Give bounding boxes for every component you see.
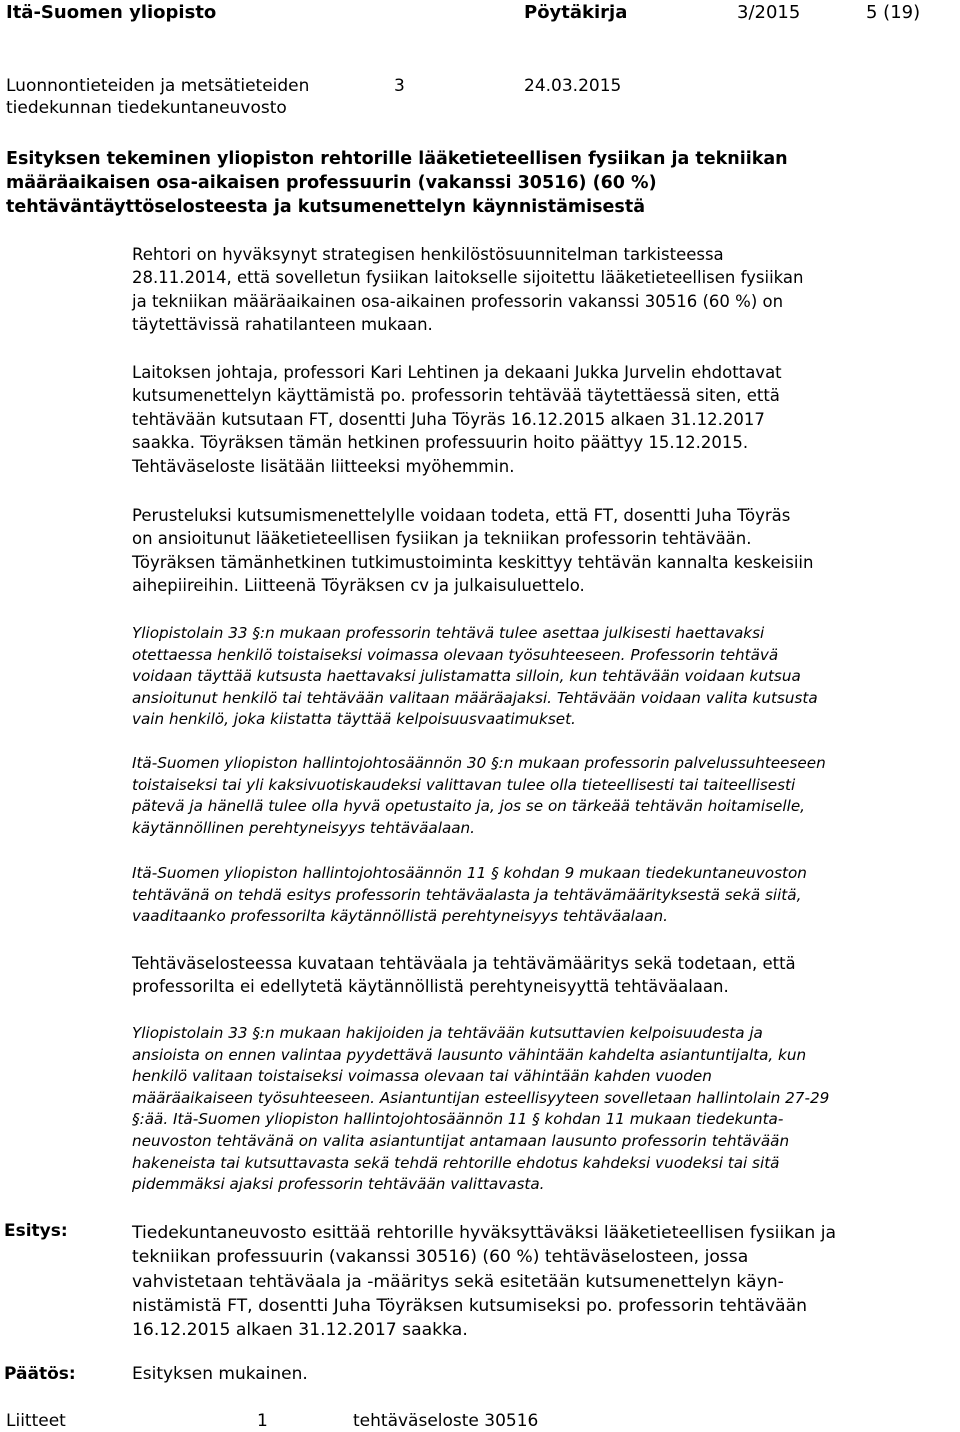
text-line: Rehtori on hyväksynyt strategisen henkilöstösuunnitelman tarkisteessa [132, 245, 724, 264]
text-line: kutsumenettelyn käyttämistä po. professorin tehtävää täytettäessä siten, että [132, 386, 780, 406]
university-name: Itä-Suomen yliopisto [6, 2, 217, 23]
text-line: neuvoston tehtävänä on valita asiantuntijat antamaan lausunto professorin tehtävään [132, 1131, 790, 1150]
paragraph-proposal-background [132, 361, 960, 478]
attachment-number: 1 [257, 1411, 268, 1431]
paragraph-expert-statements [132, 1023, 960, 1196]
attachment-title: tehtäväseloste 30516 [353, 1411, 539, 1431]
text-line: pidemmäksi ajaksi professorin tehtävään valittavasta. [132, 1175, 545, 1194]
paragraph-regulations-11-9 [132, 863, 960, 928]
text-line: aihepiireihin. Liitteenä Töyräksen cv ja julkaisuluettelo. [132, 576, 585, 596]
proposal-text [132, 1221, 960, 1342]
text-line: Töyräksen tämänhetkinen tutkimustoiminta keskittyy tehtävän kannalta keskeisiin [132, 552, 814, 572]
text-line: toistaiseksi tai yli kaksivuotiskaudeksi valittavan tulee olla tieteellisesti tai taiteellisesti [132, 775, 796, 794]
text-line: hakeneista tai kutsuttavasta sekä tehdä rehtorille ehdotus kahdeksi vuodeksi tai sitä [132, 1153, 780, 1172]
text-line: Itä-Suomen yliopiston hallintojohtosäännön 11 § kohdan 9 mukaan tiedekuntaneuvoston [132, 864, 807, 882]
decision-text: Esityksen mukainen. [132, 1364, 308, 1384]
text-line: ansioista on ennen valintaa pyydettävä lausunto vähintään kahdelta asiantuntijalta, kun [132, 1045, 807, 1064]
title-line: Esityksen tekeminen yliopiston rehtorille lääketieteellisen fysiikan ja tekniikan [6, 149, 788, 169]
text-line: Yliopistolain 33 §:n mukaan professorin tehtävä tulee asettaa julkisesti haettavaksi [132, 624, 765, 642]
text-line: Laitoksen johtaja, professori Kari Lehtinen ja dekaani Jukka Jurvelin ehdottavat [132, 363, 782, 382]
meeting-date: 24.03.2015 [524, 76, 622, 96]
text-line: henkilö valitaan toistaiseksi voimassa olevaan tai vähintään kahden vuoden [132, 1067, 712, 1086]
document-number: 3/2015 [737, 2, 801, 23]
paragraph-strategy [132, 243, 960, 337]
page-number: 5 (19) [866, 2, 921, 23]
text-line: vaaditaanko professorilta käytännöllistä perehtyneisyys tehtäväalaan. [132, 907, 668, 926]
text-line: pätevä ja hänellä tulee olla hyvä opetustaito ja, jos se on tärkeää tehtävän hoitamiselle, [132, 797, 806, 816]
text-line: nistämistä FT, dosentti Juha Töyräksen kutsumiseksi po. professorin tehtävään [132, 1295, 808, 1316]
agenda-item-title [6, 147, 788, 219]
text-line: vahvistetaan tehtäväala ja -määritys sekä esitetään kutsumenettelyn käyn- [132, 1271, 784, 1292]
paragraph-university-act-33 [132, 623, 960, 731]
governing-body-line1: Luonnontieteiden ja metsätieteiden [6, 76, 310, 96]
text-line: käytännöllinen perehtyneisyys tehtäväalaan. [132, 818, 476, 837]
text-line: 28.11.2014, että sovelletun fysiikan laitokselle sijoitettu lääketieteellisen fysiikan [132, 268, 804, 288]
text-line: ja tekniikan määräaikainen osa-aikainen professorin vakanssi 30516 (60 %) on [132, 291, 784, 311]
text-line: Itä-Suomen yliopiston hallintojohtosäännön 30 §:n mukaan professorin palvelussuhteeseen [132, 754, 826, 772]
text-line: Perusteluksi kutsumismenettelylle voidaan todeta, että FT, dosentti Juha Töyräs [132, 506, 791, 525]
text-line: professorilta ei edellytetä käytännöllistä perehtyneisyyttä tehtäväalaan. [132, 977, 729, 997]
title-line: tehtäväntäyttöselosteesta ja kutsumenettelyn käynnistämisestä [6, 197, 646, 217]
paragraph-job-description [132, 952, 960, 999]
text-line: Tehtäväseloste lisätään liitteeksi myöhemmin. [132, 456, 515, 476]
paragraph-justification [132, 504, 960, 598]
text-line: täytettävissä rahatilanteen mukaan. [132, 315, 433, 335]
text-line: tehtävään kutsutaan FT, dosentti Juha Töyräs 16.12.2015 alkaen 31.12.2017 [132, 409, 765, 429]
text-line: voidaan täyttää kutsusta haettavaksi julistamatta silloin, kun tehtävään voidaan kutsua [132, 667, 801, 686]
agenda-item-number: 3 [394, 76, 405, 96]
text-line: Tiedekuntaneuvosto esittää rehtorille hyväksyttäväksi lääketieteellisen fysiikan ja [132, 1223, 837, 1243]
text-line: 16.12.2015 alkaen 31.12.2017 saakka. [132, 1320, 468, 1341]
governing-body-line2: tiedekunnan tiedekuntaneuvosto [6, 98, 287, 118]
text-line: tehtävänä on tehdä esitys professorin tehtäväalasta ja tehtävämäärityksestä sekä siitä, [132, 885, 802, 904]
title-line: määräaikaisen osa-aikaisen professuurin (vakanssi 30516) (60 %) [6, 173, 657, 193]
text-line: ansioitunut henkilö tai tehtävään valitaan määräajaksi. Tehtävään voidaan valita kutsusta [132, 688, 818, 707]
text-line: tekniikan professuurin (vakanssi 30516) (60 %) tehtäväselosteen, jossa [132, 1247, 749, 1268]
decision-label: Päätös: [4, 1364, 76, 1384]
attachments-label: Liitteet [6, 1411, 66, 1431]
proposal-label: Esitys: [4, 1221, 68, 1241]
text-line: on ansioitunut lääketieteellisen fysiikan ja tekniikan professorin tehtävään. [132, 529, 752, 549]
text-line: vain henkilö, joka kiistatta täyttää kelpoisuusvaatimukset. [132, 710, 576, 729]
text-line: otettaessa henkilö toistaiseksi voimassa olevaan työsuhteeseen. Professorin tehtävä [132, 645, 779, 664]
text-line: §:ää. Itä-Suomen yliopiston hallintojohtosäännön 11 § kohdan 11 mukaan tiedekunta- [132, 1110, 784, 1129]
text-line: Yliopistolain 33 §:n mukaan hakijoiden ja tehtävään kutsuttavien kelpoisuudesta ja [132, 1024, 763, 1042]
text-line: Tehtäväselosteessa kuvataan tehtäväala ja tehtävämääritys sekä todetaan, että [132, 954, 796, 973]
text-line: saakka. Töyräksen tämän hetkinen professuurin hoito päättyy 15.12.2015. [132, 433, 749, 453]
document-type: Pöytäkirja [524, 2, 628, 23]
paragraph-regulations-30 [132, 753, 960, 839]
text-line: määräaikaiseen työsuhteeseen. Asiantuntijan esteellisyyteen sovelletaan hallintolain 27-29 [132, 1088, 830, 1107]
